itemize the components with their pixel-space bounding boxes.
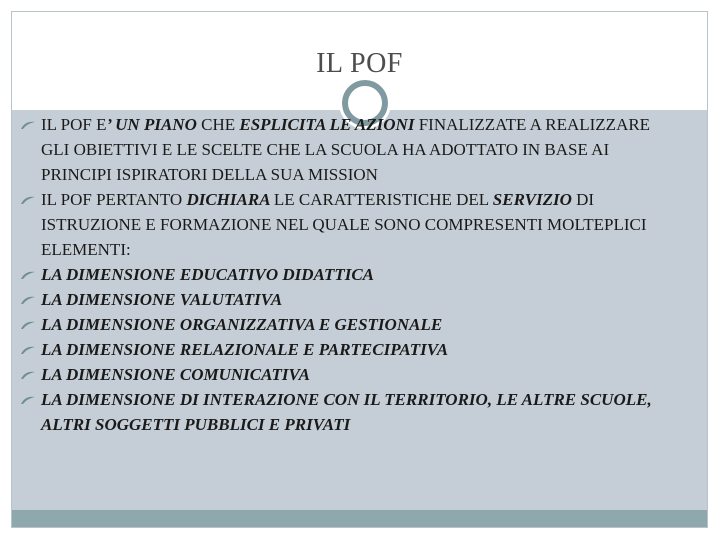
bullet-text-segment: LA DIMENSIONE ORGANIZZATIVA E GESTIONALE [41, 315, 443, 334]
bullet-item [20, 187, 680, 262]
swoosh-bullet-icon [20, 295, 36, 305]
swoosh-bullet-icon [20, 345, 36, 355]
swoosh-bullet-icon [20, 270, 36, 280]
bullet-item [20, 387, 680, 437]
swoosh-bullet-icon [20, 395, 36, 405]
bullet-text-segment: ESPLICITA LE AZIONI [239, 115, 419, 134]
bullet-text-segment: LA DIMENSIONE VALUTATIVA [41, 290, 283, 309]
bullet-text-segment: DICHIARA [186, 190, 274, 209]
bullet-item [20, 337, 680, 362]
swoosh-bullet-icon [20, 370, 36, 380]
bullet-text-segment: ’ UN PIANO [106, 115, 202, 134]
bullet-text-segment: LA DIMENSIONE EDUCATIVO DIDATTICA [41, 265, 375, 284]
bullet-item [20, 362, 680, 387]
bullet-item [20, 287, 680, 312]
bullet-text-segment: SERVIZIO [492, 190, 577, 209]
swoosh-bullet-icon [20, 120, 36, 130]
swoosh-bullet-icon [20, 195, 36, 205]
bullet-text-segment: LA DIMENSIONE DI INTERAZIONE CON IL TERRITORIO, LE ALTRE SCUOLE, ALTRI SOGGETTI PUBBLICI E PRIVATI [41, 390, 652, 434]
bullet-text-segment: DI ISTRUZIONE E FORMAZIONE NEL QUALE SONO COMPRESENTI MOLTEPLICI ELEMENTI: [41, 190, 647, 259]
bullet-item [20, 262, 680, 287]
bullet-text-segment: LA DIMENSIONE COMUNICATIVA [41, 365, 310, 384]
bullet-text-segment: LE CARATTERISTICHE DEL [273, 190, 493, 209]
swoosh-bullet-icon [20, 320, 36, 330]
bullet-text-segment: IL POF E [41, 115, 107, 134]
bullet-text-segment: CHE [201, 115, 240, 134]
slide-title: IL POF [316, 48, 403, 79]
bullet-item [20, 312, 680, 337]
bullet-item [20, 112, 680, 187]
bullet-text-segment: FINALIZZATE A REALIZZARE GLI OBIETTIVI E LE SCELTE CHE LA SCUOLA HA ADOTTATO IN BASE AI PRINCIPI ISPIRATORI DELLA SUA MISSION [41, 115, 651, 184]
bullet-list [20, 112, 680, 437]
bullet-text-segment: LA DIMENSIONE RELAZIONALE E PARTECIPATIVA [41, 340, 449, 359]
bullet-text-segment: IL POF PERTANTO [41, 190, 187, 209]
footer-bar [12, 510, 707, 527]
